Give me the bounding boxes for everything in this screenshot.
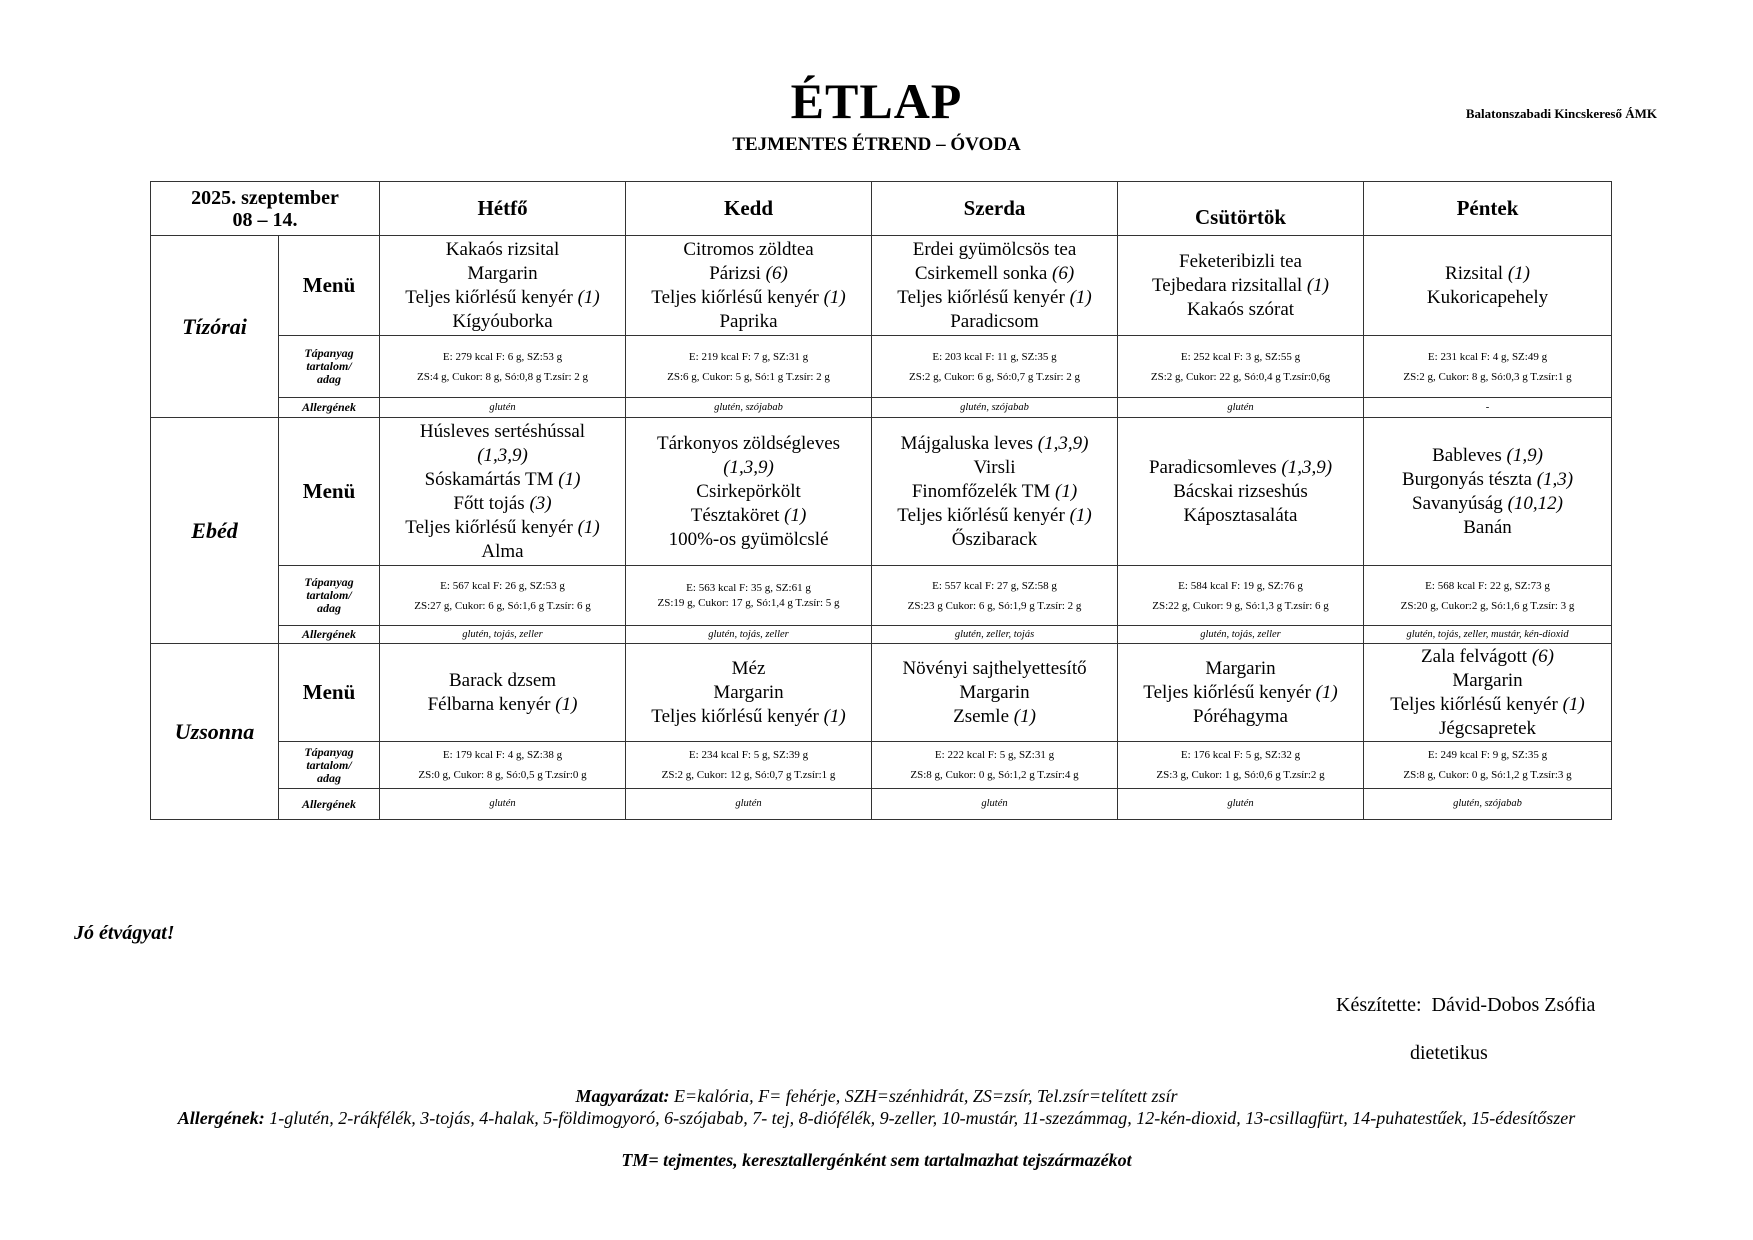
legend-allergens [100,1108,1653,1129]
menu-item [1122,298,1359,322]
nutrition-line: E: 279 kcal F: 6 g, SZ:53 g [442,350,563,363]
nutrition-cell [1364,742,1612,789]
menu-item-allergen-codes: (1) [784,504,807,526]
menu-item [384,492,621,516]
menu-item-text: Erdei gyümölcsös tea [912,238,1077,260]
nutrition-line: ZS:22 g, Cukor: 9 g, Só:1,3 g T.zsír: 6 g [1152,599,1329,612]
allergens-cell: glutén, tojás, zeller [380,626,626,644]
menu-item-text: Bableves [1432,444,1507,466]
menu-item [1368,717,1607,741]
menu-item-text: Kukoricapehely [1426,286,1549,308]
nutrition-label-line: adag [317,770,341,785]
menu-cell [1118,418,1364,566]
day-header-monday: Hétfő [380,182,626,236]
menu-item [384,286,621,310]
menu-item [384,468,621,492]
menu-item-text: Paradicsom [950,310,1039,332]
menu-item-text: Párizsi [709,262,766,284]
menu-item-text: Tárkonyos zöldségleves [656,432,841,454]
date-line-1: 2025. szeptember [191,186,339,209]
nutrition-line: ZS:20 g, Cukor:2 g, Só:1,6 g T.zsír: 3 g [1400,599,1575,612]
nutrition-label [279,336,380,398]
meal-menu-row [151,644,1612,742]
menu-item-allergen-codes: (1) [1013,705,1036,727]
nutrition-line: ZS:2 g, Cukor: 12 g, Só:0,7 g T.zsír:1 g [661,769,836,781]
menu-item [630,705,867,729]
menu-item [876,681,1113,705]
nutrition-line: ZS:3 g, Cukor: 1 g, Só:0,6 g T.zsír:2 g [1156,769,1325,781]
menu-item-text: Csirkemell sonka [914,262,1053,284]
allergens-cell: glutén [380,398,626,418]
menu-item-text: Burgonyás tészta [1401,468,1537,490]
menu-item [630,480,867,504]
nutrition-label [279,742,380,789]
page-subtitle: TEJMENTES ÉTREND – ÓVODA [732,134,1021,155]
menu-item-text: Kakaós szórat [1186,298,1295,320]
nutrition-line: ZS:8 g, Cukor: 0 g, Só:1,2 g T.zsír:3 g [1403,769,1572,781]
allergens-label: Allergének [279,789,380,820]
menu-item [384,693,621,717]
nutrition-cell [626,566,872,626]
menu-item-allergen-codes: (1,3,9) [723,456,774,478]
menu-item [384,420,621,444]
menu-item [876,238,1113,262]
nutrition-cell [380,566,626,626]
nutrition-line: E: 203 kcal F: 11 g, SZ:35 g [932,350,1057,363]
menu-item-allergen-codes: (1) [558,468,581,490]
legend-allergens-text: 1-glutén, 2-rákfélék, 3-tojás, 4-halak, 5-földimogyoró, 6-szójabab, 7- tej, 8-diófélék, 9-zeller, 10-mustár, 11-szezámmag, 12-kén-dioxid, 13-csillagfürt, 14-puhatestűek, 15-édesítőszer [264,1108,1576,1128]
nutrition-line: ZS:6 g, Cukor: 5 g, Só:1 g T.zsír: 2 g [667,370,830,383]
nutrition-cell [380,742,626,789]
menu-item-text: Teljes kiőrlésű kenyér [405,516,578,538]
menu-item-allergen-codes: (1) [1562,693,1585,715]
nutrition-line: ZS:0 g, Cukor: 8 g, Só:0,5 g T.zsír:0 g [418,769,587,781]
allergens-cell: glutén, szójabab [626,398,872,418]
nutrition-label [279,566,380,626]
menu-item [1122,705,1359,729]
menu-item-text: Kakaós rizsital [445,238,560,260]
menu-item [1368,645,1607,669]
menu-item-allergen-codes: (1) [823,286,846,308]
menu-item-allergen-codes: (1,9) [1506,444,1543,466]
menu-item [630,432,867,456]
legend-nutrition-label: Magyarázat: [575,1086,670,1106]
allergens-cell: glutén, tojás, zeller [626,626,872,644]
menu-item-allergen-codes: (1) [555,693,578,715]
menu-item [630,657,867,681]
menu-item-text: Tejbedara rizsitallal [1152,274,1307,296]
menu-item [630,262,867,286]
nutrition-line: E: 179 kcal F: 4 g, SZ:38 g [442,749,563,761]
menu-item-allergen-codes: (10,12) [1507,492,1563,514]
allergens-cell: glutén, szójabab [1364,789,1612,820]
author-role: dietetikus [1410,1042,1488,1064]
menu-cell [1364,644,1612,742]
menu-item-text: Teljes kiőrlésű kenyér [1143,681,1316,703]
menu-item-text: Margarin [713,681,784,703]
nutrition-label-line: tartalom/ [306,588,352,602]
nutrition-line: E: 222 kcal F: 5 g, SZ:31 g [934,749,1055,761]
menu-item [876,705,1113,729]
nutrition-cell [1364,566,1612,626]
menu-cell [872,644,1118,742]
menu-item [384,516,621,540]
allergens-cell: glutén, tojás, zeller [1118,626,1364,644]
nutrition-line: E: 231 kcal F: 4 g, SZ:49 g [1427,350,1548,363]
legend-nutrition [100,1086,1653,1107]
nutrition-line: E: 249 kcal F: 9 g, SZ:35 g [1427,749,1548,761]
nutrition-cell [872,336,1118,398]
nutrition-cell [1118,742,1364,789]
menu-cell [1364,418,1612,566]
table-header-row [151,182,1612,236]
menu-item [1368,669,1607,693]
nutrition-label-line: Tápanyag [304,744,354,759]
nutrition-cell [626,742,872,789]
meal-nutrition-row [151,566,1612,626]
nutrition-line: E: 252 kcal F: 3 g, SZ:55 g [1180,350,1301,363]
nutrition-line: E: 568 kcal F: 22 g, SZ:73 g [1425,579,1550,592]
menu-item-text: Teljes kiőrlésű kenyér [651,705,824,727]
menu-label: Menü [279,236,380,336]
menu-item-allergen-codes: (3) [529,492,552,514]
nutrition-label-line: tartalom/ [306,359,352,373]
menu-item [1122,480,1359,504]
menu-item [876,504,1113,528]
bon-appetit: Jó étvágyat! [74,922,175,944]
allergens-cell: glutén [1118,398,1364,418]
menu-item-allergen-codes: (6) [1052,262,1075,284]
nutrition-cell [872,742,1118,789]
menu-item-text: Tésztaköret [690,504,785,526]
nutrition-line: ZS:8 g, Cukor: 0 g, Só:1,2 g T.zsír:4 g [910,769,1079,781]
menu-item-text: Zsemle [953,705,1014,727]
menu-item [384,310,621,334]
menu-cell [626,418,872,566]
nutrition-label-line: Tápanyag [304,575,354,589]
meal-name: Uzsonna [151,644,279,820]
menu-item [384,540,621,564]
meal-allergens-row [151,398,1612,418]
menu-item [1368,444,1607,468]
menu-item-text: Margarin [1452,669,1523,691]
menu-item [876,528,1113,552]
menu-item-text: Rizsital [1445,262,1508,284]
menu-item-text: Margarin [1205,657,1276,679]
menu-item [384,669,621,693]
menu-label: Menü [279,418,380,566]
author-label: Készítette: [1336,994,1422,1016]
nutrition-line: ZS:2 g, Cukor: 8 g, Só:0,3 g T.zsír:1 g [1403,370,1572,383]
menu-item [384,262,621,286]
menu-item-allergen-codes: (1) [1507,262,1530,284]
menu-item-text: Májgaluska leves [900,432,1038,454]
menu-item-allergen-codes: (1) [577,286,600,308]
date-range-cell [151,182,380,236]
menu-item-text: Teljes kiőrlésű kenyér [897,504,1070,526]
menu-item-text: Barack dzsem [448,669,557,691]
menu-item [1122,681,1359,705]
menu-item [630,286,867,310]
menu-item [876,456,1113,480]
menu-label: Menü [279,644,380,742]
nutrition-label-line: Tápanyag [304,346,354,360]
menu-cell [872,236,1118,336]
nutrition-line: E: 557 kcal F: 27 g, SZ:58 g [932,579,1057,592]
menu-item-text: Teljes kiőrlésű kenyér [405,286,578,308]
nutrition-cell [1364,336,1612,398]
menu-item-text: Sóskamártás TM [424,468,559,490]
menu-item [876,432,1113,456]
menu-item-text: Húsleves sertéshússal [419,420,586,442]
meal-menu-row [151,236,1612,336]
allergens-cell: glutén [626,789,872,820]
day-header-tuesday: Kedd [626,182,872,236]
legend-tm: TM= tejmentes, keresztallergénként sem tartalmazhat tejszármazékot [621,1150,1132,1170]
legend-allergens-label: Allergének: [177,1108,265,1128]
day-header-thursday: Csütörtök [1118,182,1364,236]
menu-item [1122,456,1359,480]
nutrition-line: ZS:19 g, Cukor: 17 g, Só:1,4 g T.zsír: 5 g [657,596,840,609]
menu-item [876,480,1113,504]
organization-name: Balatonszabadi Kincskereső ÁMK [1465,106,1657,121]
meal-allergens-row [151,789,1612,820]
menu-item [876,286,1113,310]
nutrition-line: E: 563 kcal F: 35 g, SZ:61 g [686,581,811,594]
menu-item [630,310,867,334]
menu-item [384,444,621,468]
author-name: Dávid-Dobos Zsófia [1431,994,1596,1016]
nutrition-line: ZS:23 g Cukor: 6 g, Só:1,9 g T.zsír: 2 g [907,599,1082,612]
menu-item-text: Teljes kiőrlésű kenyér [897,286,1070,308]
menu-item-text: Paradicsomleves [1148,456,1282,478]
menu-item-text: Zala felvágott [1421,645,1532,667]
menu-cell [1118,236,1364,336]
menu-item [630,238,867,262]
menu-item-text: Margarin [959,681,1030,703]
date-line-2: 08 – 14. [232,208,298,231]
meal-name: Tízórai [151,236,279,418]
menu-item-text: Citromos zöldtea [683,238,814,260]
nutrition-line: ZS:27 g, Cukor: 6 g, Só:1,6 g T.zsír: 6 g [414,599,591,612]
menu-item [1122,274,1359,298]
nutrition-line: ZS:4 g, Cukor: 8 g, Só:0,8 g T.zsír: 2 g [417,370,589,383]
menu-item [1368,262,1607,286]
nutrition-label-line: tartalom/ [306,757,352,772]
menu-item-allergen-codes: (1) [1069,286,1092,308]
menu-item-text: Növényi sajthelyettesítő [902,657,1087,679]
menu-item-text: Finomfőzelék TM [911,480,1056,502]
menu-cell [380,418,626,566]
menu-table [150,181,1612,820]
day-header-friday: Péntek [1364,182,1612,236]
menu-item-allergen-codes: (1) [1306,274,1329,296]
legend-nutrition-text: E=kalória, F= fehérje, SZH=szénhidrát, ZS=zsír, Tel.zsír=telített zsír [669,1086,1178,1106]
menu-item-text: Őszibarack [951,528,1038,550]
menu-item [630,504,867,528]
allergens-cell: - [1364,398,1612,418]
allergens-cell: glutén [380,789,626,820]
menu-cell [626,644,872,742]
menu-cell [1118,644,1364,742]
nutrition-label-line: adag [317,601,341,615]
meal-name: Ebéd [151,418,279,644]
meal-nutrition-row [151,742,1612,789]
menu-item [876,657,1113,681]
page-title: ÉTLAP [790,73,963,129]
menu-item-text: Kígyóuborka [452,310,553,332]
nutrition-line: E: 219 kcal F: 7 g, SZ:31 g [688,350,809,363]
nutrition-cell [380,336,626,398]
menu-item-text: Főtt tojás [453,492,530,514]
menu-item-text: Méz [731,657,766,679]
menu-item-allergen-codes: (6) [765,262,788,284]
menu-item-allergen-codes: (1,3,9) [1281,456,1333,478]
nutrition-line: ZS:2 g, Cukor: 6 g, Só:0,7 g T.zsír: 2 g [909,370,1081,383]
menu-item-text: Félbarna kenyér [427,693,556,715]
nutrition-line: ZS:2 g, Cukor: 22 g, Só:0,4 g T.zsír:0,6g [1150,370,1331,383]
menu-item [1122,504,1359,528]
menu-item-text: Margarin [467,262,538,284]
menu-cell [872,418,1118,566]
menu-item [876,310,1113,334]
menu-item [630,456,867,480]
menu-item-text: Póréhagyma [1193,705,1288,727]
nutrition-cell [1118,566,1364,626]
day-header-wednesday: Szerda [872,182,1118,236]
allergens-cell: glutén [1118,789,1364,820]
menu-item [1122,250,1359,274]
menu-item-text: Teljes kiőrlésű kenyér [651,286,824,308]
meal-menu-row [151,418,1612,566]
nutrition-cell [1118,336,1364,398]
menu-item-allergen-codes: (1) [1069,504,1092,526]
nutrition-line: E: 584 kcal F: 19 g, SZ:76 g [1178,579,1303,592]
menu-item-text: Káposztasaláta [1183,504,1298,526]
allergens-cell: glutén, tojás, zeller, mustár, kén-dioxid [1364,626,1612,644]
menu-item-text: Savanyúság [1412,492,1508,514]
menu-item-text: Jégcsapretek [1438,717,1537,739]
menu-item [1368,516,1607,540]
nutrition-line: E: 567 kcal F: 26 g, SZ:53 g [440,579,565,592]
allergens-label: Allergének [279,398,380,418]
nutrition-label-line: adag [317,372,341,386]
menu-item-allergen-codes: (1,3) [1536,468,1574,490]
menu-cell [380,644,626,742]
meal-allergens-row [151,626,1612,644]
menu-item [1122,657,1359,681]
menu-item [1368,468,1607,492]
allergens-label: Allergének [279,626,380,644]
menu-item [1368,693,1607,717]
menu-item-allergen-codes: (1) [1315,681,1338,703]
menu-item-text: 100%-os gyümölcslé [668,528,829,550]
menu-cell [1364,236,1612,336]
menu-item-text: Csirkepörkölt [696,480,801,502]
menu-item [1368,492,1607,516]
allergens-cell: glutén [872,789,1118,820]
menu-cell [380,236,626,336]
menu-item-text: Paprika [719,310,778,332]
allergens-cell: glutén, szójabab [872,398,1118,418]
menu-item [630,528,867,552]
menu-item-allergen-codes: (6) [1531,645,1554,667]
menu-item [630,681,867,705]
menu-item-allergen-codes: (1) [823,705,846,727]
menu-item-allergen-codes: (1) [1055,480,1078,502]
nutrition-cell [626,336,872,398]
menu-item-text: Alma [481,540,524,562]
menu-item [384,238,621,262]
menu-item-allergen-codes: (1,3,9) [477,444,528,466]
menu-item-allergen-codes: (1) [577,516,600,538]
menu-item-text: Bácskai rizseshús [1173,480,1308,502]
menu-item-text: Virsli [973,456,1016,478]
menu-item-text: Teljes kiőrlésű kenyér [1390,693,1563,715]
author-line [1336,994,1595,1017]
allergens-cell: glutén, zeller, tojás [872,626,1118,644]
nutrition-cell [872,566,1118,626]
menu-item [876,262,1113,286]
menu-item-allergen-codes: (1,3,9) [1037,432,1089,454]
menu-item-text: Feketeribizli tea [1179,250,1302,272]
nutrition-line: E: 176 kcal F: 5 g, SZ:32 g [1180,749,1301,761]
menu-item [1368,286,1607,310]
meal-nutrition-row [151,336,1612,398]
nutrition-line: E: 234 kcal F: 5 g, SZ:39 g [688,749,809,761]
menu-item-text: Banán [1463,516,1512,538]
menu-cell [626,236,872,336]
